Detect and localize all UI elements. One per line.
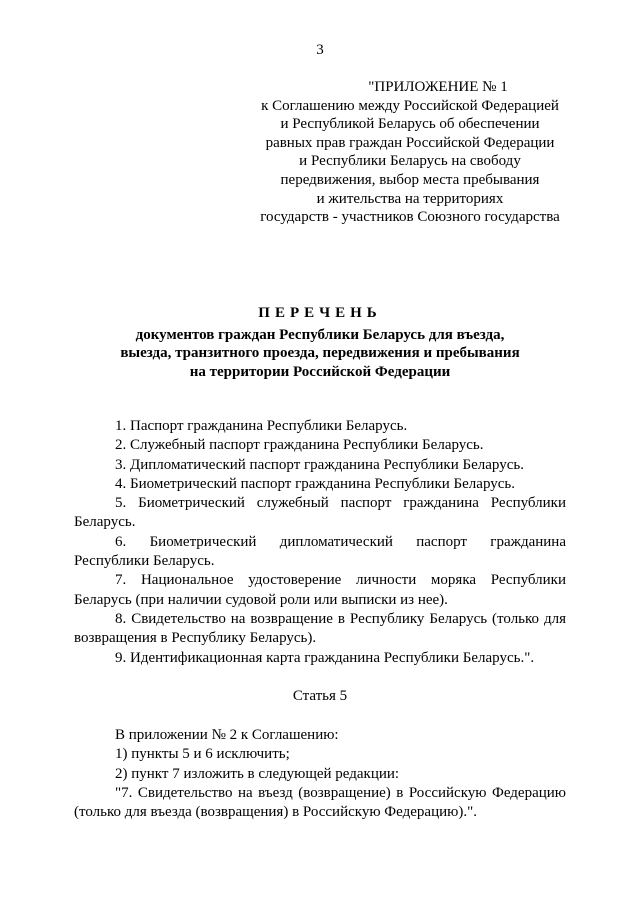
page-number: 3 [316, 42, 324, 58]
appendix-line: государств - участников Союзного государства [260, 209, 560, 226]
list-item: 7. Национальное удостоверение личности моряка Республики Беларусь (при наличии судовой роли или выписки из нее). [74, 572, 566, 608]
article-paragraph: В приложении № 2 к Соглашению: [115, 727, 339, 743]
list-item: 6. Биометрический дипломатический паспорт гражданина Республики Беларусь. [74, 533, 566, 570]
article-paragraph: 2) пункт 7 изложить в следующей редакции: [115, 765, 400, 782]
list-subtitle-line: документов граждан Республики Беларусь для въезда, [135, 327, 505, 343]
appendix-header [232, 78, 588, 227]
list-subtitle-line: выезда, транзитного проезда, передвижения и пребывания [120, 345, 520, 362]
list-item: 4. Биометрический паспорт гражданина Республики Беларусь. [115, 475, 515, 492]
appendix-line: равных прав граждан Российской Федерации [265, 134, 555, 151]
list-item: 2. Служебный паспорт гражданина Республики Беларусь. [115, 437, 484, 454]
article-paragraph: "7. Свидетельство на въезд (возвращение) в Российскую Федерацию (только для въезда (возвращения) в Российскую Федерацию).". [74, 784, 566, 821]
appendix-line: передвижения, выбор места пребывания [280, 171, 540, 188]
document-list [74, 417, 566, 668]
appendix-line: и Республики Беларусь на свободу [299, 153, 521, 170]
list-item: 3. Дипломатический паспорт гражданина Республики Беларусь. [115, 456, 524, 473]
appendix-title: "ПРИЛОЖЕНИЕ № 1 [368, 79, 508, 95]
list-item: 1. Паспорт гражданина Республики Беларусь. [115, 418, 408, 434]
list-subtitle-line: на территории Российской Федерации [189, 363, 451, 380]
appendix-line: и жительства на территориях [316, 190, 504, 207]
list-item: 5. Биометрический служебный паспорт гражданина Республики Беларусь. [74, 495, 566, 531]
list-item: 9. Идентификационная карта гражданина Республики Беларусь.". [115, 649, 535, 666]
appendix-line: и Республикой Беларусь об обеспечении [280, 116, 540, 133]
appendix-line: к Соглашению между Российской Федерацией [261, 97, 559, 114]
article-title: Статья 5 [292, 688, 348, 704]
article-paragraph: 1) пункты 5 и 6 исключить; [115, 746, 290, 763]
list-heading: ПЕРЕЧЕНЬ [258, 305, 382, 321]
list-item: 8. Свидетельство на возвращение в Республику Беларусь (только для возвращения в Республику Беларусь). [74, 610, 566, 647]
list-subtitle [74, 326, 566, 381]
article-body [74, 726, 566, 822]
